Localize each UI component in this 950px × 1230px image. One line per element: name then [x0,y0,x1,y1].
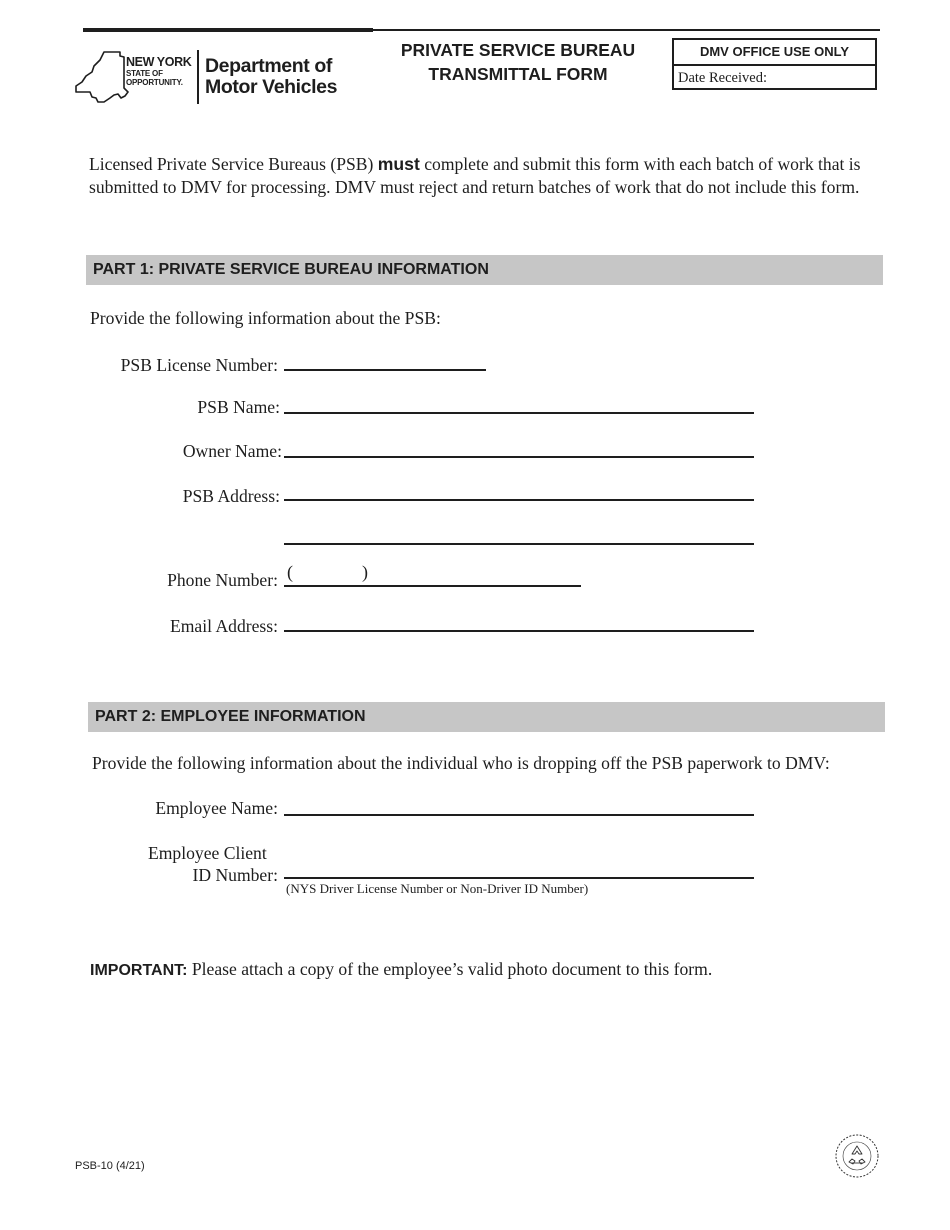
psb-address-label: PSB Address: [182,486,280,506]
psb-name-label: PSB Name: [197,397,280,417]
department-name [205,56,337,98]
logo-divider [197,50,199,104]
phone-area-close-paren: ) [362,562,368,582]
employee-client-id-field[interactable] [284,877,754,879]
client-id-label-line-1: Employee Client [148,843,267,863]
email-address-field[interactable] [284,630,754,632]
intro-paragraph [89,153,879,198]
part2-prompt: Provide the following information about the individual who is dropping off the PSB paperwork to DMV: [92,753,830,773]
phone-number-label: Phone Number: [167,570,278,590]
part1-heading: PART 1: PRIVATE SERVICE BUREAU INFORMATION [86,255,883,285]
dept-line-1: Department of [205,55,332,77]
psb-address-field-line-1[interactable] [284,499,754,501]
employee-name-field[interactable] [284,814,754,816]
important-note [90,958,712,982]
owner-name-field[interactable] [284,456,754,458]
part1-prompt: Provide the following information about the PSB: [90,308,441,328]
intro-text-post: complete and submit this form with each batch of work that is submitted to DMV for processing. DMV must reject and return batches of work that do not include this form. [89,154,861,197]
office-use-heading: DMV OFFICE USE ONLY [674,40,875,66]
psb-license-label: PSB License Number: [120,355,278,375]
state-name: NEW YORK [126,55,192,69]
intro-text-pre: Licensed Private Service Bureaus (PSB) [89,154,378,174]
form-title [380,38,656,86]
dept-line-2: Motor Vehicles [205,76,338,98]
form-id: PSB-10 (4/21) [75,1160,145,1172]
phone-number-field[interactable] [284,585,581,587]
date-received-field[interactable]: Date Received: [678,70,767,86]
important-label: IMPORTANT: [90,962,188,979]
header-rule-thin [373,29,880,31]
psb-name-field[interactable] [284,412,754,414]
employee-name-label: Employee Name: [155,798,278,818]
important-text: Please attach a copy of the employee’s valid photo document to this form. [187,959,713,979]
part2-heading: PART 2: EMPLOYEE INFORMATION [88,702,885,732]
state-of-text: STATE OF [126,69,163,78]
intro-emphasis: must [377,154,420,174]
psb-address-field-line-2[interactable] [284,543,754,545]
recycle-icon [834,1133,880,1179]
opportunity-text: OPPORTUNITY. [126,78,183,87]
form-title-line-1: PRIVATE SERVICE BUREAU [400,40,636,60]
owner-name-label: Owner Name: [182,441,282,461]
phone-area-open-paren: ( [287,562,293,582]
email-address-label: Email Address: [170,616,278,636]
client-id-hint: (NYS Driver License Number or Non-Driver ID Number) [286,881,589,896]
psb-license-field[interactable] [284,369,486,371]
ny-state-wordmark [126,56,191,87]
dmv-office-use-box [672,38,877,90]
form-title-line-2: TRANSMITTAL FORM [428,64,608,84]
client-id-label-line-2: ID Number: [192,865,278,885]
employee-client-id-label [90,842,278,886]
header-rule-thick [83,28,373,32]
